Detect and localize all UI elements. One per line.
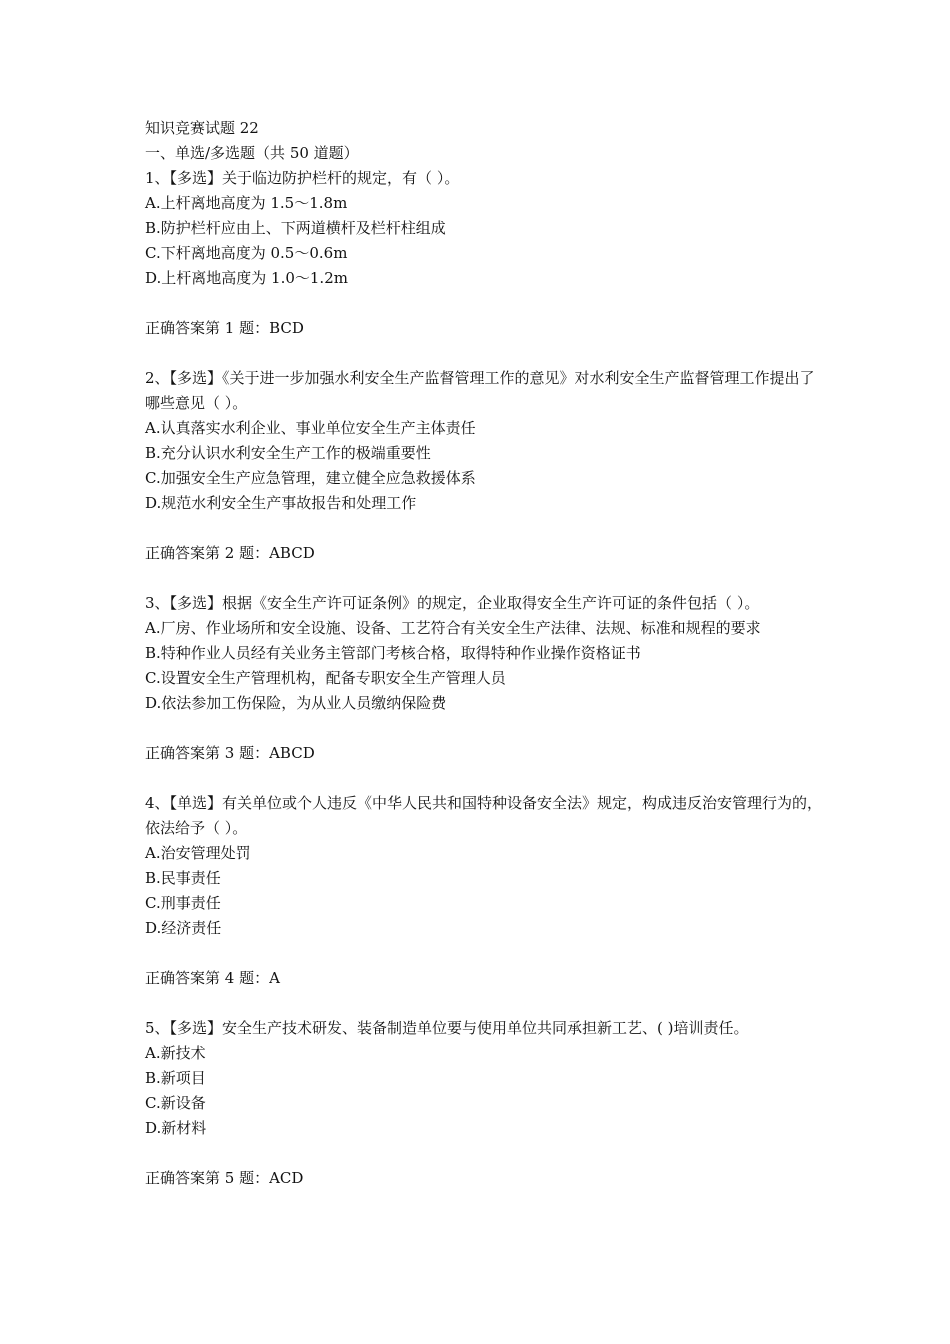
option-c: C.加强安全生产应急管理，建立健全应急救援体系: [145, 469, 476, 487]
correct-answer: 正确答案第 1 题：BCD: [145, 319, 304, 337]
option-b: B.民事责任: [145, 869, 221, 887]
question-stem: 2、【多选】《关于进一步加强水利安全生产监督管理工作的意见》对水利安全生产监督管理工作提出了哪些意见（ ）。: [145, 369, 815, 412]
option-b: B.充分认识水利安全生产工作的极端重要性: [145, 444, 431, 462]
question-stem: 3、【多选】根据《安全生产许可证条例》的规定，企业取得安全生产许可证的条件包括（ ）。: [145, 594, 760, 612]
question-1: [145, 166, 825, 341]
question-stem: 4、【单选】有关单位或个人违反《中华人民共和国特种设备安全法》规定，构成违反治安管理行为的，依法给予（ ）。: [145, 794, 823, 837]
option-b: B.新项目: [145, 1069, 206, 1087]
question-4: [145, 791, 825, 991]
option-a: A.上杆离地高度为 1.5～1.8m: [145, 194, 348, 212]
option-c: C.下杆离地高度为 0.5～0.6m: [145, 244, 348, 262]
correct-answer: 正确答案第 2 题：ABCD: [145, 544, 315, 562]
option-b: B.防护栏杆应由上、下两道横杆及栏杆柱组成: [145, 219, 446, 237]
option-a: A.厂房、作业场所和安全设施、设备、工艺符合有关安全生产法律、法规、标准和规程的要求: [145, 619, 761, 637]
correct-answer: 正确答案第 4 题：A: [145, 969, 280, 987]
option-d: D.依法参加工伤保险，为从业人员缴纳保险费: [145, 694, 447, 712]
option-a: A.认真落实水利企业、事业单位安全生产主体责任: [145, 419, 476, 437]
question-5: [145, 1016, 825, 1191]
option-c: C.新设备: [145, 1094, 206, 1112]
option-d: D.上杆离地高度为 1.0～1.2m: [145, 269, 348, 287]
option-a: A.治安管理处罚: [145, 844, 251, 862]
correct-answer: 正确答案第 5 题：ACD: [145, 1169, 304, 1187]
option-a: A.新技术: [145, 1044, 206, 1062]
correct-answer: 正确答案第 3 题：ABCD: [145, 744, 315, 762]
document-title: 知识竞赛试题 22: [145, 119, 259, 137]
section-heading: 一、单选/多选题（共 50 道题）: [145, 144, 359, 162]
option-d: D.规范水利安全生产事故报告和处理工作: [145, 494, 417, 512]
option-c: C.刑事责任: [145, 894, 221, 912]
question-stem: 5、【多选】安全生产技术研发、装备制造单位要与使用单位共同承担新工艺、( )培训责任。: [145, 1019, 749, 1037]
option-d: D.新材料: [145, 1119, 207, 1137]
option-b: B.特种作业人员经有关业务主管部门考核合格，取得特种作业操作资格证书: [145, 644, 641, 662]
option-d: D.经济责任: [145, 919, 222, 937]
question-2: [145, 366, 825, 566]
option-c: C.设置安全生产管理机构，配备专职安全生产管理人员: [145, 669, 506, 687]
document-page: [145, 116, 825, 1216]
question-stem: 1、【多选】关于临边防护栏杆的规定，有（ ）。: [145, 169, 460, 187]
question-3: [145, 591, 825, 766]
